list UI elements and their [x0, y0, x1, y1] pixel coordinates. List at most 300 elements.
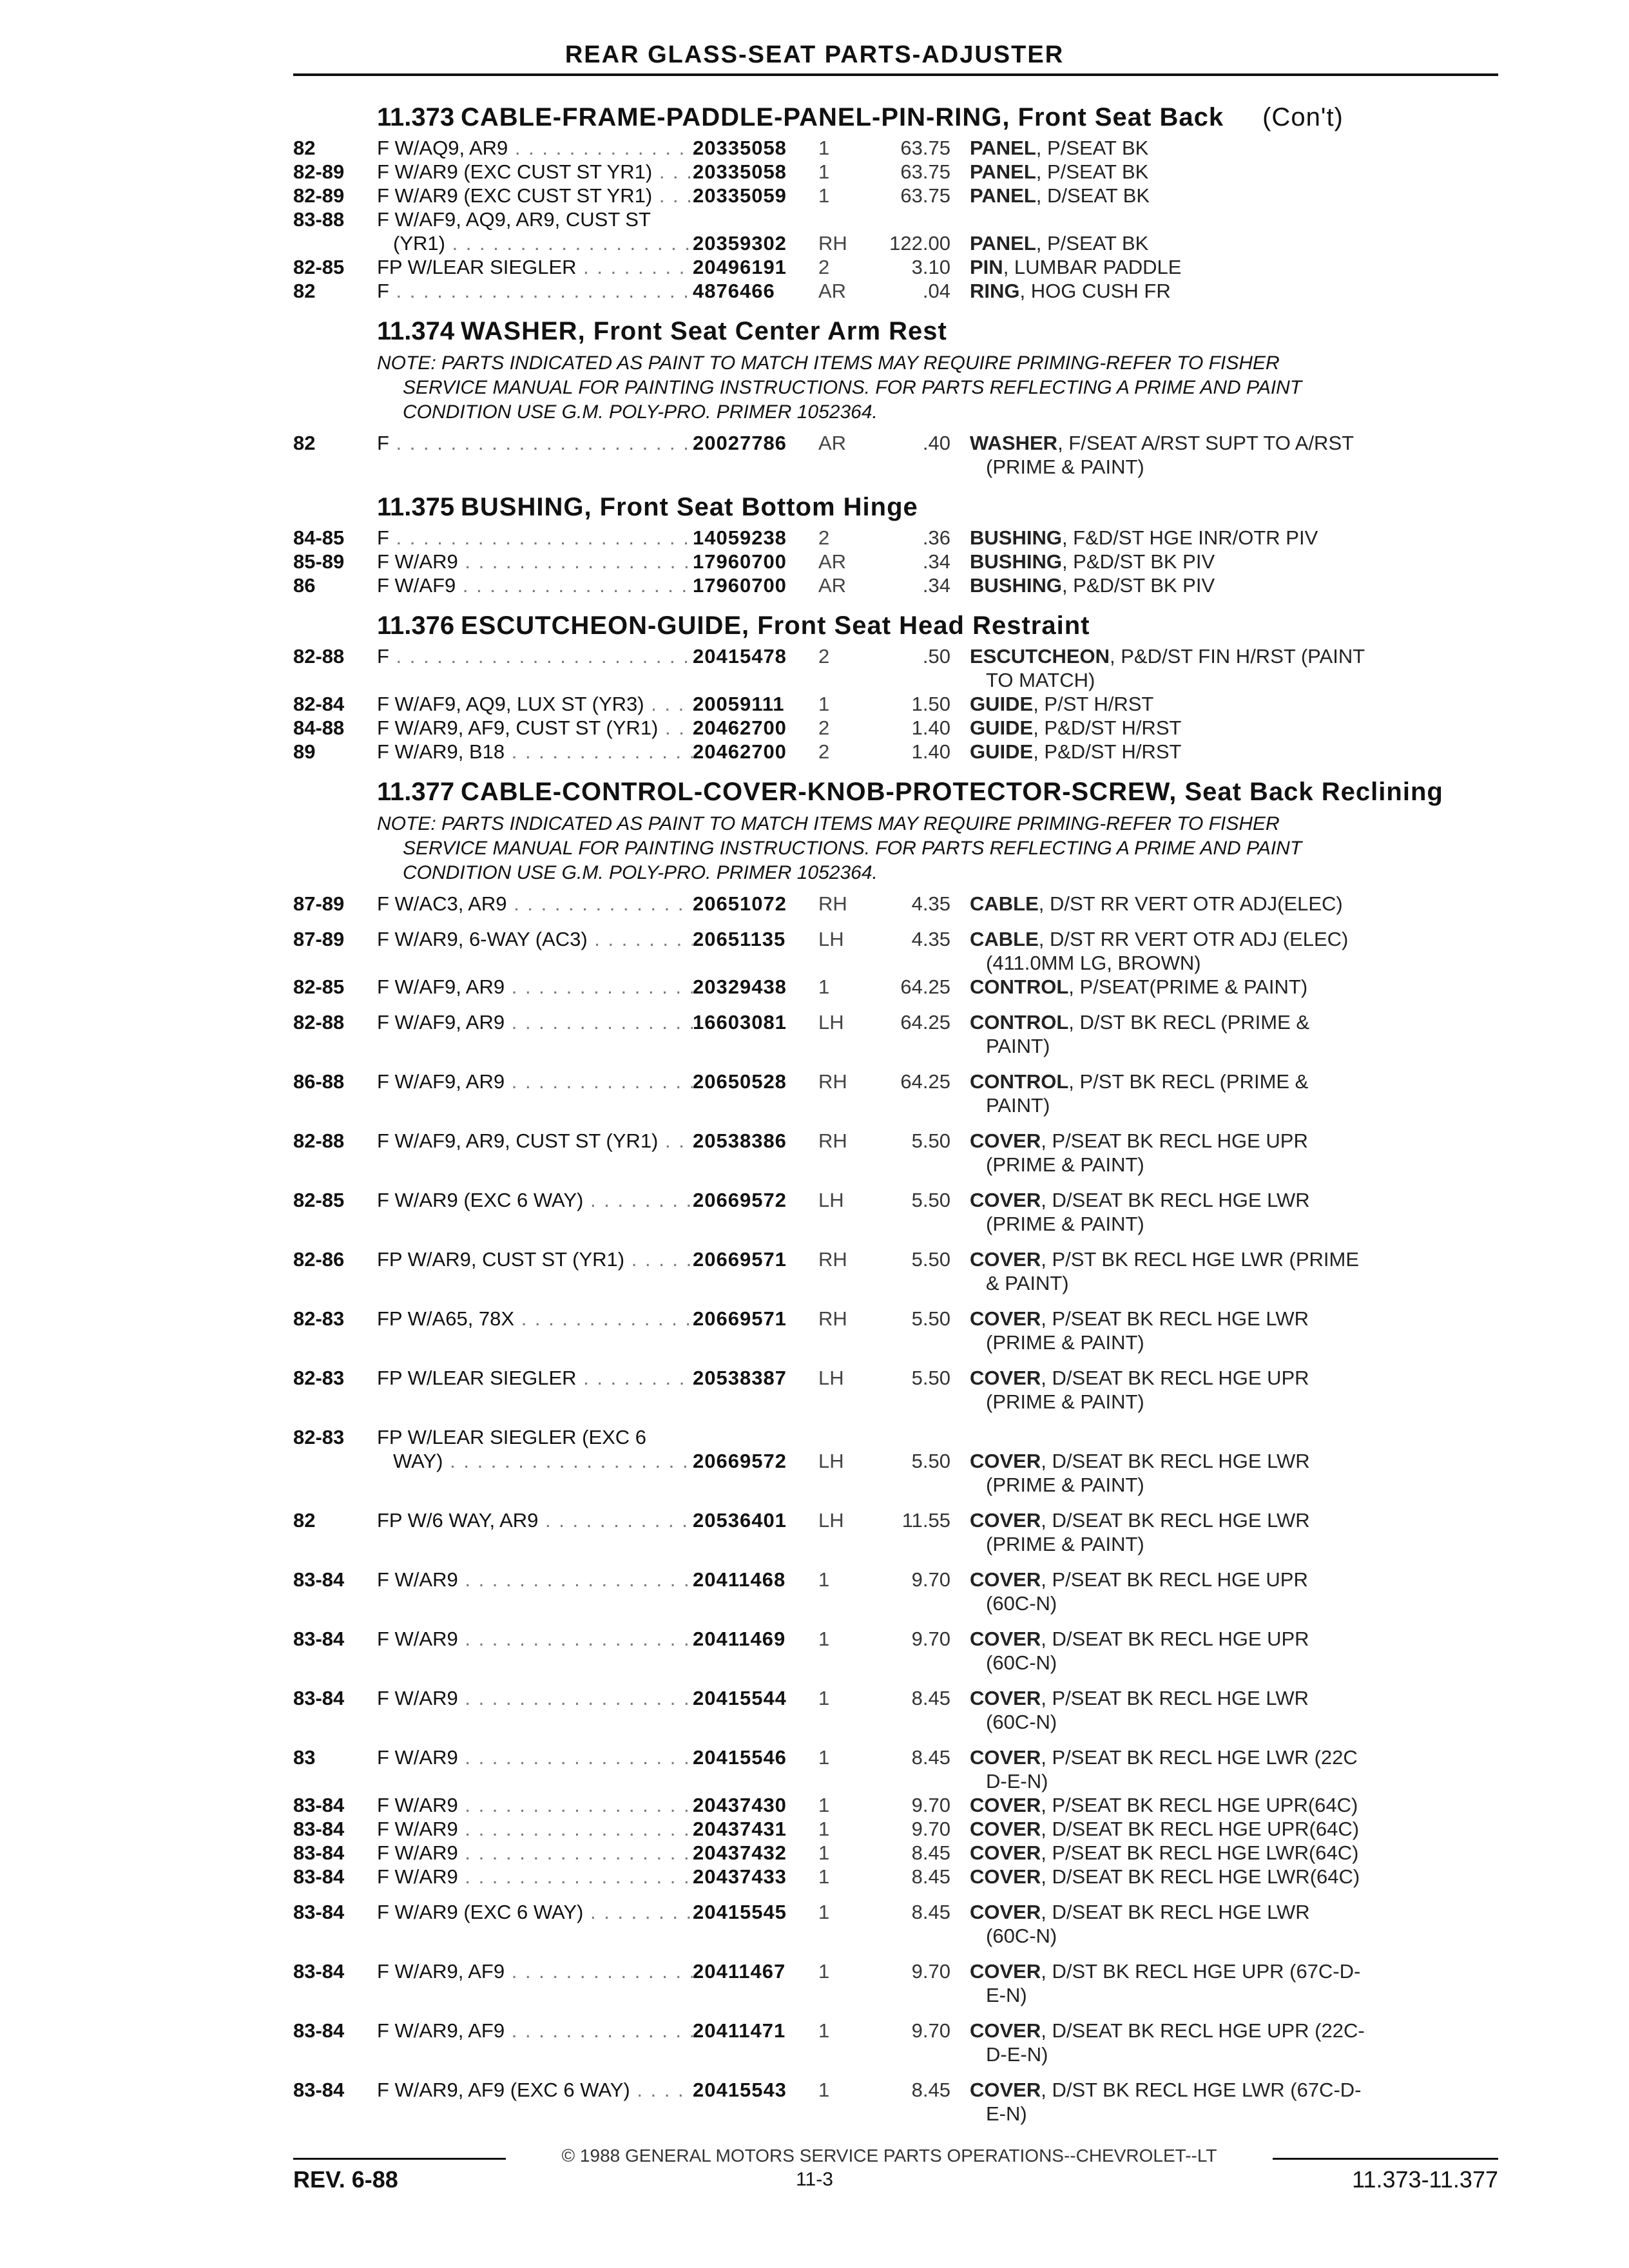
section-title-text: BUSHING, Front Seat Bottom Hinge: [461, 493, 918, 521]
model-years: 83-84: [293, 1841, 345, 1864]
parts-row: [293, 1307, 1518, 1354]
part-name-detail: , P&D/ST H/RST: [1033, 716, 1182, 739]
part-number: 20669572: [693, 1450, 787, 1472]
section-title: [461, 103, 1518, 132]
parts-row: [293, 740, 1518, 764]
page-header-title: REAR GLASS-SEAT PARTS-ADJUSTER: [564, 41, 1065, 68]
section-title: [461, 778, 1518, 807]
model-years: 83-84: [293, 1865, 345, 1888]
model-years: 82-88: [293, 1129, 345, 1152]
part-name: [970, 431, 1421, 479]
part-name-noun: PIN: [970, 256, 1003, 278]
part-name-detail: , P/SEAT BK: [1036, 137, 1149, 159]
application-line: F W/AF9, AR9 . . .: [377, 1070, 693, 1093]
note-line: CONDITION USE G.M. POLY-PRO. PRIMER 1052364.: [403, 862, 878, 883]
part-name-line: [970, 1960, 1360, 1983]
parts-row: [293, 892, 1518, 916]
application-line: F W/AR9, AF9 . . .: [377, 2019, 693, 2042]
part-number: 20538387: [693, 1367, 787, 1389]
part-name-line-2: D-E-N): [986, 1770, 1048, 1792]
part-name-detail: , P/SEAT BK RECL HGE LWR: [1041, 1307, 1309, 1330]
part-name-line: [970, 550, 1215, 573]
part-name-noun: COVER: [970, 2079, 1041, 2101]
application-line: FP W/A65, 78X . . .: [377, 1307, 693, 1331]
part-name-noun: COVER: [970, 1450, 1041, 1472]
section-title: [461, 317, 1518, 346]
application-line: F W/AR9 (EXC CUST ST YR1) . . .: [377, 184, 693, 207]
application-line: F W/AC3, AR9 . . .: [377, 892, 693, 916]
parts-row: [293, 573, 1518, 597]
application-desc: [377, 1627, 693, 1651]
quantity: 1: [818, 1818, 830, 1840]
application-line: F . . .: [377, 644, 693, 668]
part-number: 20437433: [693, 1865, 787, 1888]
quantity: LH: [818, 1450, 844, 1472]
model-years: 82-89: [293, 184, 345, 207]
part-name: [970, 1508, 1421, 1556]
part-name-line: [970, 1509, 1310, 1532]
part-name-detail: , P/SEAT BK RECL HGE UPR: [1041, 1129, 1308, 1152]
model-years: 82-85: [293, 1189, 345, 1211]
part-name-noun: CONTROL: [970, 975, 1069, 998]
part-name-line-2: (PRIME & PAINT): [986, 1331, 1144, 1354]
part-number: 20437432: [693, 1841, 787, 1864]
application-line: F W/AR9, AF9 . . .: [377, 1959, 693, 1983]
part-name: [970, 1865, 1421, 1888]
parts-row: [293, 1865, 1518, 1888]
application-line: F W/AR9 . . .: [377, 1793, 693, 1817]
section-heading: [293, 778, 1518, 807]
quantity: AR: [818, 280, 847, 302]
price: 64.25: [900, 1011, 950, 1033]
application-line-2: (YR1) . . .: [377, 231, 693, 255]
application-line: F W/AR9 . . .: [377, 1865, 693, 1888]
model-years: 82-85: [293, 975, 345, 998]
part-name: [970, 573, 1421, 597]
header-rule: [293, 73, 1498, 76]
part-name-detail: , P/ST BK RECL (PRIME &: [1068, 1070, 1309, 1093]
parts-row: [293, 1686, 1518, 1734]
price: 4.35: [911, 892, 950, 915]
part-number: 17960700: [693, 550, 787, 573]
part-name: [970, 740, 1421, 764]
model-years: 82: [293, 432, 316, 454]
model-years: 83-84: [293, 2079, 345, 2101]
part-name-line: [970, 2079, 1361, 2101]
part-name: [970, 692, 1421, 716]
price: 5.50: [911, 1248, 950, 1271]
part-name: [970, 184, 1421, 207]
section-number: 11.373: [377, 103, 455, 131]
part-name-line: [970, 892, 1343, 915]
part-name: [970, 1793, 1421, 1817]
part-name-line: [970, 1307, 1309, 1330]
model-years: 82: [293, 1509, 316, 1532]
quantity: 1: [818, 1687, 830, 1709]
application-desc: [377, 1841, 693, 1865]
part-name: [970, 1247, 1421, 1295]
part-name-detail: , D/SEAT BK RECL HGE LWR: [1041, 1901, 1310, 1923]
part-name-line: [970, 1865, 1360, 1888]
section-heading: [293, 611, 1518, 640]
application-line: F W/AF9, AR9, CUST ST (YR1) . . .: [377, 1129, 693, 1153]
part-number: 16603081: [693, 1011, 787, 1033]
part-name-noun: PANEL: [970, 137, 1036, 159]
part-name: [970, 892, 1421, 916]
part-name: [970, 1307, 1421, 1354]
part-number: 20415543: [693, 2079, 787, 2101]
model-years: 87-89: [293, 928, 345, 950]
part-name-noun: COVER: [970, 1628, 1041, 1650]
application-desc: [377, 1865, 693, 1888]
application-line: F W/AR9 . . .: [377, 1627, 693, 1651]
part-number: 4876466: [693, 280, 775, 302]
section-heading: [293, 103, 1518, 132]
model-years: 83-84: [293, 2019, 345, 2042]
model-years: 85-89: [293, 550, 345, 573]
parts-row: [293, 1900, 1518, 1948]
note-line: SERVICE MANUAL FOR PAINTING INSTRUCTIONS. FOR PARTS REFLECTING A PRIME AND PAINT: [403, 838, 1302, 859]
part-name-line: [970, 1367, 1309, 1389]
footer-rule-right: [1273, 2158, 1498, 2160]
quantity: LH: [818, 928, 844, 950]
application-desc: [377, 1959, 693, 1983]
part-name-detail: , F/SEAT A/RST SUPT TO A/RST: [1057, 432, 1354, 454]
model-years: 82-86: [293, 1248, 345, 1271]
part-number: 20415478: [693, 645, 787, 668]
parts-row: [293, 136, 1518, 160]
part-name-line-2: (PRIME & PAINT): [986, 456, 1144, 478]
part-number: 20059111: [693, 693, 785, 715]
quantity: 1: [818, 1568, 830, 1591]
quantity: RH: [818, 1248, 847, 1271]
part-name-noun: PANEL: [970, 232, 1036, 255]
application-desc: [377, 740, 693, 764]
application-desc: [377, 892, 693, 916]
parts-row: [293, 1425, 1518, 1497]
part-name-line-2: PAINT): [986, 1035, 1050, 1057]
application-desc: [377, 1366, 693, 1390]
quantity: LH: [818, 1367, 844, 1389]
model-years: 82: [293, 280, 316, 302]
section-title-text: CABLE-CONTROL-COVER-KNOB-PROTECTOR-SCREW, Seat Back Reclining: [461, 778, 1443, 806]
part-name-detail: , D/SEAT BK RECL HGE UPR: [1041, 1367, 1309, 1389]
application-line: F W/AR9, AF9 (EXC 6 WAY) . . .: [377, 2078, 693, 2102]
part-name: [970, 2078, 1421, 2126]
quantity: 2: [818, 740, 830, 763]
part-name-noun: COVER: [970, 1687, 1041, 1709]
application-line: F W/AR9 . . .: [377, 550, 693, 573]
part-name: [970, 255, 1421, 279]
part-name-noun: COVER: [970, 2019, 1041, 2042]
part-name: [970, 1366, 1421, 1414]
price: .36: [922, 526, 950, 549]
quantity: 2: [818, 526, 830, 549]
part-name: [970, 231, 1421, 255]
part-name-line: [970, 574, 1215, 597]
part-name-detail: , D/SEAT BK RECL HGE LWR: [1041, 1189, 1310, 1211]
parts-row: [293, 1070, 1518, 1117]
part-name-detail: , D/SEAT BK RECL HGE LWR: [1041, 1509, 1310, 1532]
part-name-line-2: (60C-N): [986, 1651, 1057, 1674]
application-line: F W/AF9, AR9 . . .: [377, 1010, 693, 1034]
part-number: 20415544: [693, 1687, 787, 1709]
application-desc: [377, 644, 693, 668]
part-name-detail: , P/ST H/RST: [1033, 693, 1154, 715]
part-name-detail: , P/SEAT(PRIME & PAINT): [1068, 975, 1308, 998]
price: .34: [922, 574, 950, 597]
part-name: [970, 1817, 1421, 1841]
quantity: LH: [818, 1189, 844, 1211]
model-years: 83-84: [293, 1901, 345, 1923]
part-name-noun: COVER: [970, 1189, 1041, 1211]
part-name-line: [970, 975, 1307, 998]
part-name-detail: , P&D/ST BK PIV: [1061, 574, 1215, 597]
model-years: 84-88: [293, 716, 345, 739]
part-name-line: [970, 160, 1148, 183]
part-number: 20669571: [693, 1248, 787, 1271]
part-name-detail: , P/ST BK RECL HGE LWR (PRIME: [1041, 1248, 1360, 1271]
part-name-line-2: (PRIME & PAINT): [986, 1533, 1144, 1555]
part-number: 20437430: [693, 1794, 787, 1816]
price: 122.00: [889, 232, 950, 255]
part-name-detail: , D/SEAT BK RECL HGE LWR(64C): [1041, 1865, 1360, 1888]
part-name-detail: , HOG CUSH FR: [1019, 280, 1171, 302]
part-name-line: [970, 1070, 1308, 1093]
application-line: F W/AF9, AQ9, LUX ST (YR3) . . .: [377, 692, 693, 716]
note-line: CONDITION USE G.M. POLY-PRO. PRIMER 1052364.: [403, 401, 878, 423]
part-name-line: [970, 137, 1148, 159]
part-name-noun: COVER: [970, 1367, 1041, 1389]
parts-list: [293, 89, 1518, 2126]
quantity: AR: [818, 432, 847, 454]
application-desc: [377, 692, 693, 716]
application-line-2: WAY) . . .: [377, 1449, 693, 1473]
part-name-detail: , P&D/ST H/RST: [1033, 740, 1182, 763]
part-name: [970, 160, 1421, 184]
parts-row: [293, 1188, 1518, 1236]
part-number: 20335058: [693, 137, 787, 159]
price: .40: [922, 432, 950, 454]
part-name-noun: GUIDE: [970, 716, 1034, 739]
quantity: 1: [818, 1794, 830, 1816]
model-years: 82-83: [293, 1426, 345, 1448]
model-years: 83-84: [293, 1960, 345, 1983]
part-name-line: [970, 716, 1181, 739]
section-continued: (Con't): [1262, 103, 1344, 131]
quantity: 1: [818, 1960, 830, 1983]
part-name-noun: COVER: [970, 1841, 1041, 1864]
quantity: LH: [818, 1011, 844, 1033]
part-number: 20669571: [693, 1307, 787, 1330]
application-desc: [377, 526, 693, 550]
quantity: AR: [818, 550, 847, 573]
part-name: [970, 550, 1421, 573]
part-name-line: [970, 1628, 1309, 1650]
price: 1.40: [911, 716, 950, 739]
part-number: 20462700: [693, 740, 787, 763]
part-name-line-2: (411.0MM LG, BROWN): [986, 952, 1201, 974]
application-desc: [377, 716, 693, 740]
part-name-noun: BUSHING: [970, 526, 1062, 549]
quantity: 1: [818, 1746, 830, 1769]
part-name-line: [970, 740, 1181, 763]
part-name-detail: , D/ST BK RECL (PRIME &: [1068, 1011, 1310, 1033]
footer-revision: REV. 6-88: [293, 2166, 398, 2193]
part-name-line: [970, 1450, 1310, 1472]
model-years: 83-84: [293, 1628, 345, 1650]
part-name-detail: , D/SEAT BK RECL HGE UPR (22C-: [1041, 2019, 1365, 2042]
model-years: 86-88: [293, 1070, 345, 1093]
price: 63.75: [900, 184, 950, 207]
part-number: 20329438: [693, 975, 787, 998]
part-number: 20650528: [693, 1070, 787, 1093]
part-name: [970, 1841, 1421, 1865]
part-name-line: [970, 1746, 1358, 1769]
part-name-detail: , P/SEAT BK RECL HGE LWR: [1041, 1687, 1309, 1709]
part-name-line-2: (PRIME & PAINT): [986, 1213, 1144, 1235]
part-name-noun: PANEL: [970, 184, 1036, 207]
application-line: F W/AQ9, AR9 . . .: [377, 136, 693, 160]
part-name: [970, 2019, 1421, 2066]
price: 9.70: [911, 1794, 950, 1816]
part-number: 20415545: [693, 1901, 787, 1923]
application-desc: [377, 1307, 693, 1331]
quantity: 1: [818, 2019, 830, 2042]
application-line: FP W/LEAR SIEGLER . . .: [377, 1366, 693, 1390]
section-title-text: WASHER, Front Seat Center Arm Rest: [461, 317, 947, 345]
application-desc: [377, 1247, 693, 1271]
part-name-line: [970, 1841, 1359, 1864]
part-name-line: [970, 1818, 1359, 1840]
application-line: F W/AR9 (EXC CUST ST YR1) . . .: [377, 160, 693, 184]
application-line: FP W/LEAR SIEGLER . . .: [377, 255, 693, 279]
model-years: 84-85: [293, 526, 345, 549]
part-name-detail: , P/SEAT BK RECL HGE UPR: [1041, 1568, 1308, 1591]
price: 11.55: [901, 1509, 950, 1532]
application-desc: [377, 1508, 693, 1532]
footer-page-number: 11-3: [796, 2169, 833, 2190]
part-name-noun: GUIDE: [970, 740, 1034, 763]
part-name-line: [970, 1687, 1309, 1709]
part-name-line: [970, 1011, 1309, 1033]
part-name-noun: COVER: [970, 1794, 1041, 1816]
part-name-noun: CABLE: [970, 928, 1039, 950]
application-line: F W/AR9 . . .: [377, 1745, 693, 1769]
part-number: 20462700: [693, 716, 787, 739]
application-desc: [377, 1188, 693, 1212]
part-name-line-2: & PAINT): [986, 1272, 1069, 1294]
part-name-detail: , P/SEAT BK RECL HGE LWR (22C: [1041, 1746, 1358, 1769]
parts-row: [293, 1841, 1518, 1865]
part-name-noun: COVER: [970, 1307, 1041, 1330]
application-line: FP W/AR9, CUST ST (YR1) . . .: [377, 1247, 693, 1271]
part-name-line: [970, 2019, 1365, 2042]
part-number: 20651135: [693, 928, 786, 950]
application-line: F . . .: [377, 431, 693, 455]
application-desc: [377, 207, 693, 255]
part-name-noun: BUSHING: [970, 574, 1062, 597]
parts-row: [293, 927, 1518, 975]
application-line: F W/AR9 (EXC 6 WAY) . . .: [377, 1188, 693, 1212]
application-desc: [377, 255, 693, 279]
model-years: 82-85: [293, 256, 345, 278]
part-number: 20496191: [693, 256, 787, 278]
part-name-line-2: (60C-N): [986, 1592, 1057, 1615]
model-years: 82-88: [293, 645, 345, 668]
part-name: [970, 1129, 1421, 1177]
section-title: [461, 493, 1518, 522]
part-name-detail: , P/SEAT BK: [1036, 160, 1149, 183]
part-name-line: [970, 1568, 1308, 1591]
section-title: [461, 611, 1518, 640]
footer-section-range: 11.373-11.377: [1352, 2166, 1498, 2193]
part-name-line: [970, 645, 1365, 668]
model-years: 82-88: [293, 1011, 345, 1033]
application-line: F W/AR9 . . .: [377, 1817, 693, 1841]
price: 8.45: [911, 1746, 950, 1769]
part-name-detail: , P&D/ST FIN H/RST (PAINT: [1110, 645, 1365, 668]
part-name-detail: , D/ST BK RECL HGE UPR (67C-D-: [1041, 1960, 1361, 1983]
quantity: 1: [818, 2079, 830, 2101]
price: 8.45: [911, 2079, 950, 2101]
quantity: RH: [818, 232, 847, 255]
part-name: [970, 1449, 1421, 1497]
part-name-noun: CONTROL: [970, 1011, 1069, 1033]
quantity: RH: [818, 1129, 847, 1152]
part-name-detail: , P/SEAT BK: [1036, 232, 1149, 255]
price: 9.70: [911, 2019, 950, 2042]
quantity: LH: [818, 1509, 844, 1532]
application-desc: [377, 573, 693, 597]
part-name-detail: , D/ST RR VERT OTR ADJ (ELEC): [1038, 928, 1349, 950]
footer-rule-left: [293, 2158, 506, 2160]
model-years: 89: [293, 740, 316, 763]
model-years: 83-84: [293, 1818, 345, 1840]
part-name-noun: BUSHING: [970, 550, 1062, 573]
part-number: 20411468: [693, 1568, 786, 1591]
part-number: 20335059: [693, 184, 787, 207]
model-years: 82-83: [293, 1367, 345, 1389]
parts-row: [293, 644, 1518, 692]
price: 5.50: [911, 1307, 950, 1330]
application-line: FP W/LEAR SIEGLER (EXC 6: [377, 1426, 647, 1448]
parts-row: [293, 1010, 1518, 1058]
application-line: F W/AR9, B18 . . .: [377, 740, 693, 764]
parts-row: [293, 1627, 1518, 1675]
section-heading: [293, 493, 1518, 522]
application-desc: [377, 927, 693, 951]
part-name-line-2: (60C-N): [986, 1711, 1057, 1733]
model-years: 83-84: [293, 1687, 345, 1709]
price: 8.45: [911, 1687, 950, 1709]
price: 5.50: [911, 1450, 950, 1472]
parts-row: [293, 1129, 1518, 1177]
application-line: FP W/6 WAY, AR9 . . .: [377, 1508, 693, 1532]
quantity: 1: [818, 184, 830, 207]
price: 63.75: [900, 137, 950, 159]
application-line: F W/AR9 . . .: [377, 1568, 693, 1591]
part-name: [970, 1188, 1421, 1236]
model-years: 83-84: [293, 1794, 345, 1816]
part-name-noun: CONTROL: [970, 1070, 1069, 1093]
part-name-line: [970, 928, 1348, 950]
part-name-line: [970, 1248, 1359, 1271]
section-number: 11.377: [377, 778, 455, 806]
application-line: F W/AR9 (EXC 6 WAY) . . .: [377, 1900, 693, 1924]
part-name: [970, 1745, 1421, 1793]
application-desc: [377, 1686, 693, 1710]
